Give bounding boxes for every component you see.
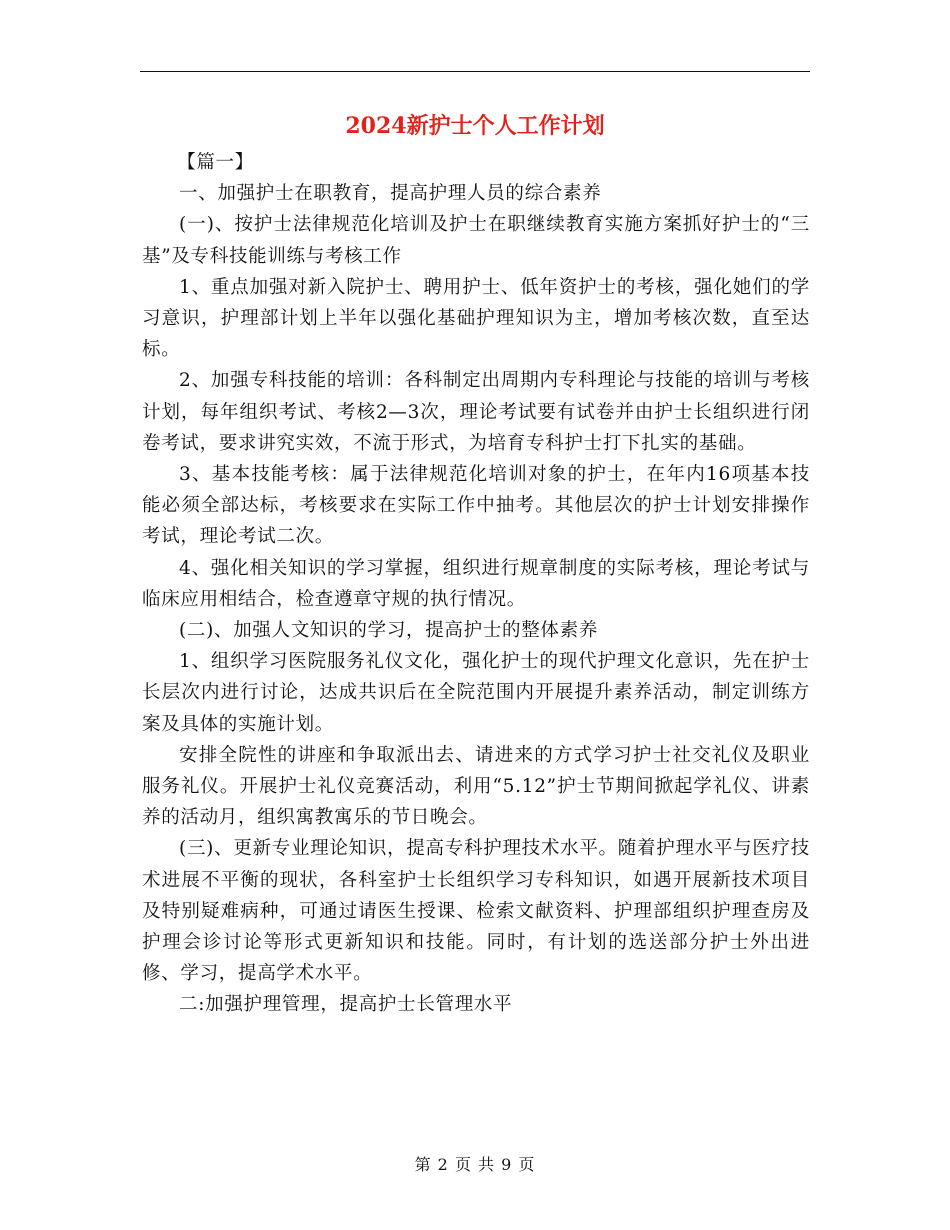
paragraph-item-4: 4、强化相关知识的学习掌握，组织进行规章制度的实际考核，理论考试与临床应用相结合，检查遵章守规的执行情况。 [142, 557, 810, 610]
paragraph-item-3: 3、基本技能考核：属于法律规范化培训对象的护士，在年内16项基本技能必须全部达标，考核要求在实际工作中抽考。其他层次的护士计划安排操作考试，理论考试二次。 [142, 464, 810, 548]
subheading-3: (三)、更新专业理论知识，提高专科护理技术水平。随着护理水平与医疗技术进展不平衡的现状，各科室护士长组织学习专科知识，如遇开展新技术项目及特别疑难病种，可通过请医生授课、检索文献资料、护理部组织护理查房及护理会诊讨论等形式更新知识和技能。同时，有计划的选送部分护士外出进修、学习，提高学术水平。 [142, 838, 810, 985]
heading-2: 二:加强护理管理，提高护士长管理水平 [179, 994, 513, 1016]
document-body [142, 147, 810, 1021]
section-label: 【篇一】 [177, 152, 254, 173]
paragraph-item-2: 2、加强专科技能的培训：各科制定出周期内专科理论与技能的培训与考核计划，每年组织考试、考核2—3次，理论考试要有试卷并由护士长组织进行闭卷考试，要求讲究实效，不流于形式，为培育专科护士打下扎实的基础。 [142, 370, 810, 454]
subheading-2: (二)、加强人文知识的学习，提高护士的整体素养 [179, 620, 599, 642]
heading-1: 一、加强护士在职教育，提高护理人员的综合素养 [179, 183, 602, 205]
page-indicator: 第 2 页 共 9 页 [414, 1155, 536, 1174]
document-title: 2024新护士个人工作计划 [345, 113, 605, 139]
paragraph-item-5: 1、组织学习医院服务礼仪文化，强化护士的现代护理文化意识，先在护士长层次内进行讨论，达成共识后在全院范围内开展提升素养活动，制定训练方案及具体的实施计划。 [142, 651, 810, 735]
paragraph-item-1: 1、重点加强对新入院护士、聘用护士、低年资护士的考核，强化她们的学习意识，护理部计划上半年以强化基础护理知识为主，增加考核次数，直至达标。 [142, 276, 810, 361]
subheading-1: (一)、按护士法律规范化培训及护士在职继续教育实施方案抓好护士的“三基”及专科技能训练与考核工作 [142, 214, 810, 267]
header-rule [140, 71, 810, 72]
paragraph-etiquette: 安排全院性的讲座和争取派出去、请进来的方式学习护士社交礼仪及职业服务礼仪。开展护士礼仪竞赛活动，利用“5.12”护士节期间掀起学礼仪、讲素养的活动月，组织寓教寓乐的节日晚会。 [142, 744, 810, 829]
